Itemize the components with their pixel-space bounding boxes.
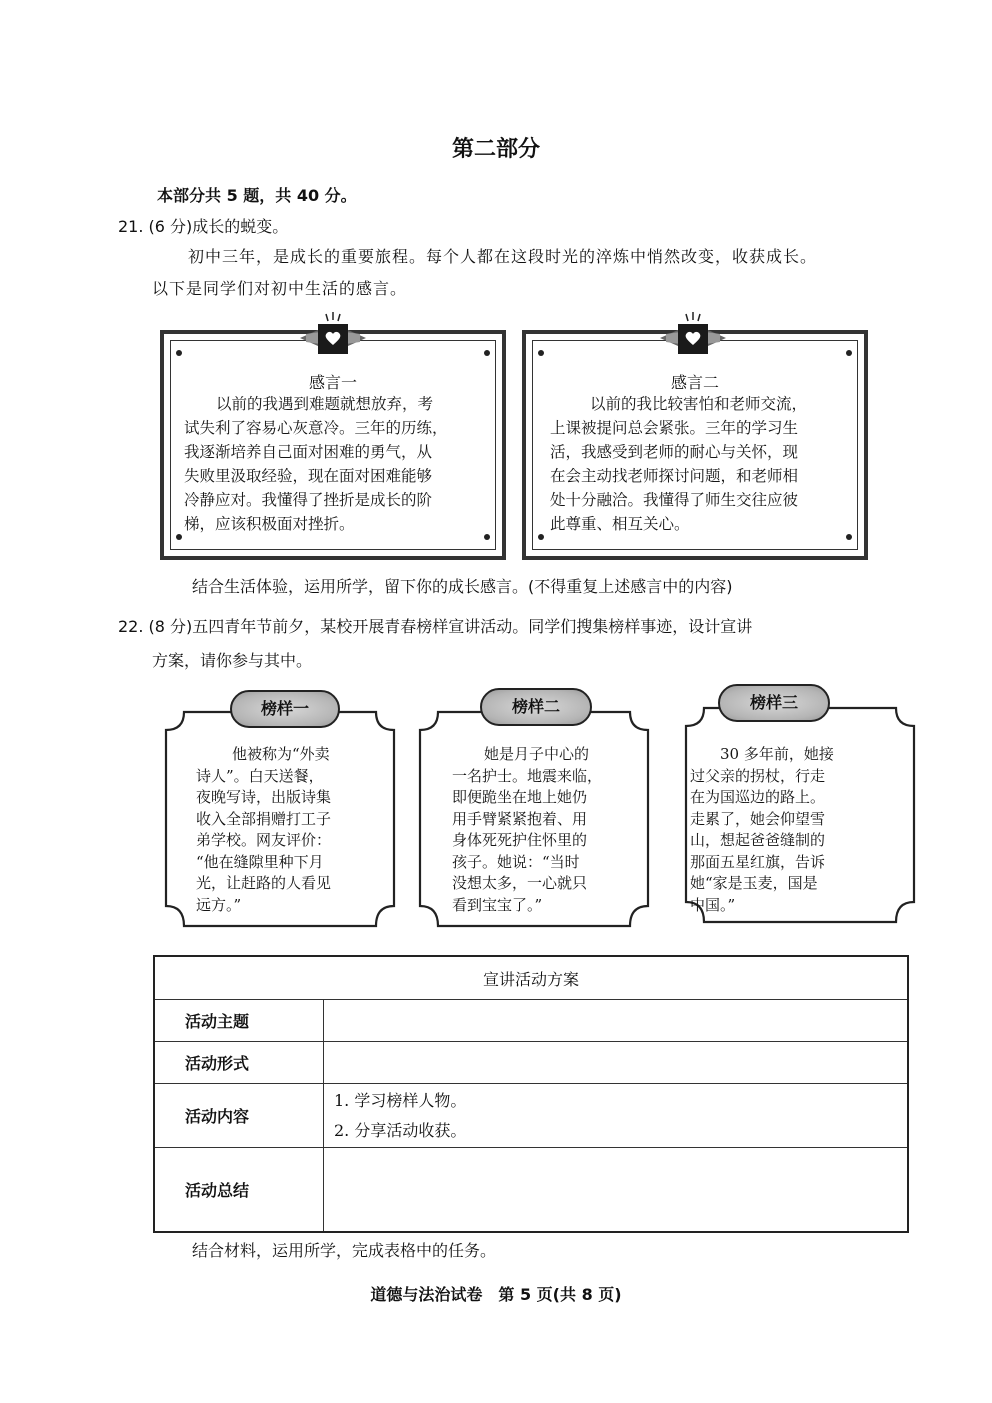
plan-answer-summary[interactable] [324, 1148, 909, 1232]
role-model-body-2: 她是月子中心的 一名护士。地震来临， 即便跪坐在地上她仍 用手臂紧紧抱着、用 身体死死护住怀里的 孩子。她说：“当时 没想太多，一心就只 看到宝宝了。” [452, 745, 603, 914]
plan-content-item-1: 1. 学习榜样人物。 [334, 1090, 467, 1110]
testimonial-title-2: 感言二 [670, 373, 719, 392]
testimonial-body-1: 以前的我遇到难题就想放弃，考 试失利了容易心灰意冷。三年的历练， 我逐渐培养自己面对困难的勇气，从 失败里汲取经验，现在面对困难能够 冷静应对。我懂得了挫折是成长的阶 梯，应该积极面对挫折。 [184, 395, 448, 533]
plan-row-label-theme: 活动主题 [154, 1000, 324, 1042]
role-model-label-3: 榜样三 [718, 684, 830, 722]
testimonial-title-1: 感言一 [308, 373, 357, 392]
role-model-body-3: 30 多年前，她接 过父亲的拐杖，行走 在为国巡边的路上。 走累了，她会仰望雪 山，想起爸爸缝制的 那面五星红旗，告诉 她“家是玉麦，国是 中国。” [690, 745, 834, 914]
q22-task: 结合材料，运用所学，完成表格中的任务。 [192, 1241, 497, 1260]
plan-table-header: 宣讲活动方案 [154, 956, 908, 1000]
plan-content-item-2: 2. 分享活动收获。 [334, 1120, 467, 1140]
plan-row-label-form: 活动形式 [154, 1042, 324, 1084]
section-title: 第二部分 [451, 136, 540, 162]
plan-row-label-content: 活动内容 [154, 1084, 324, 1148]
q21-intro-line1: 初中三年，是成长的重要旅程。每个人都在这段时光的淬炼中悄然改变，收获成长。 [188, 247, 818, 266]
plan-row-label-summary: 活动总结 [154, 1148, 324, 1232]
heart-badge-icon [656, 312, 730, 364]
role-model-body-1: 他被称为“外卖 诗人”。白天送餐， 夜晚写诗，出版诗集 收入全部捐赠打工子 弟学校。网友评价： “他在缝隙里种下月 光，让赶路的人看见 远方。” [196, 745, 332, 914]
q21-title: 21. (6 分)成长的蜕变。 [118, 217, 289, 236]
table-row [154, 1000, 908, 1042]
q21-intro-line2: 以下是同学们对初中生活的感言。 [152, 279, 408, 298]
table-row [154, 1084, 908, 1148]
q22-title-line2: 方案，请你参与其中。 [152, 651, 313, 670]
plan-content-cell [324, 1084, 909, 1148]
plan-answer-form[interactable] [324, 1042, 909, 1084]
page-footer: 道德与法治试卷 第 5 页(共 8 页) [370, 1285, 622, 1304]
plan-table [153, 955, 909, 1233]
testimonial-card-1 [160, 330, 506, 560]
plan-answer-theme[interactable] [324, 1000, 909, 1042]
q22-title-line1: 22. (8 分)五四青年节前夕，某校开展青春榜样宣讲活动。同学们搜集榜样事迹，设计宣讲 [118, 617, 753, 636]
heart-badge-icon [296, 312, 370, 364]
section-intro: 本部分共 5 题，共 40 分。 [157, 186, 357, 205]
table-row [154, 1042, 908, 1084]
role-model-label-2: 榜样二 [480, 688, 592, 726]
role-model-label-1: 榜样一 [230, 690, 340, 728]
testimonial-card-2 [522, 330, 868, 560]
testimonial-body-2: 以前的我比较害怕和老师交流， 上课被提问总会紧张。三年的学习生 活，我感受到老师的耐心与关怀，现 在会主动找老师探讨问题，和老师相 处十分融洽。我懂得了师生交往应彼 此尊重、相互关心。 [550, 395, 808, 533]
q21-task: 结合生活体验，运用所学，留下你的成长感言。(不得重复上述感言中的内容) [192, 577, 733, 596]
table-row [154, 1148, 908, 1232]
